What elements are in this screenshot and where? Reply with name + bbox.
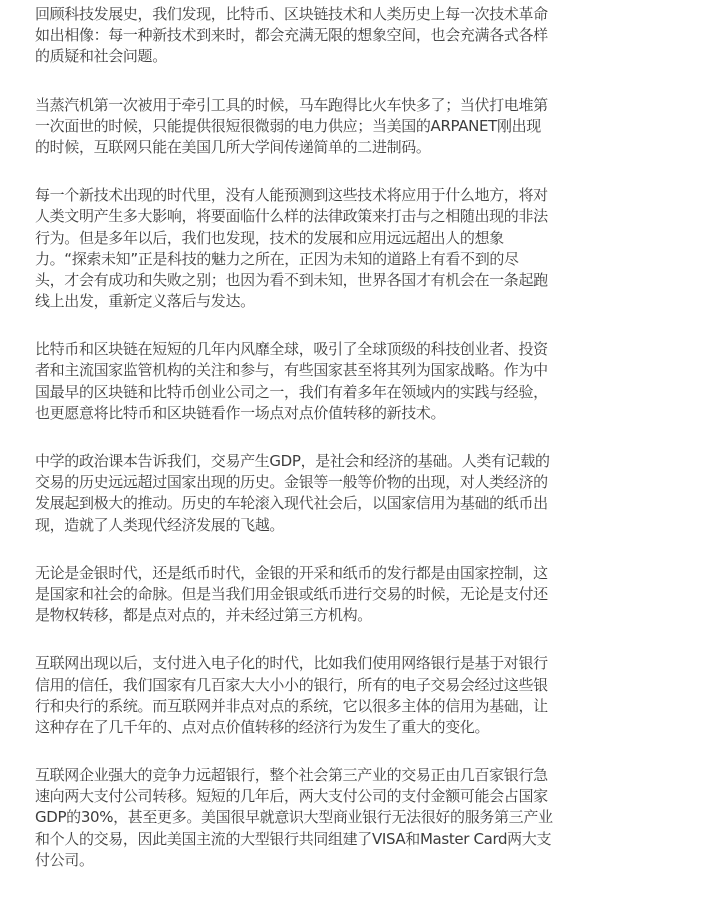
- text-line: 信用的信任，我们国家有几百家大大小小的银行，所有的电子交易会经过这些银: [35, 675, 548, 694]
- text-line: 线上出发，重新定义落后与发达。: [35, 292, 255, 311]
- text-line: 的时候，互联网只能在美国几所大学间传递简单的二进制码。: [35, 137, 431, 156]
- text-line: 行和央行的系统。而互联网并非点对点的系统，它以很多主体的信用为基础，让: [35, 696, 548, 715]
- text-line: 付公司。: [35, 850, 94, 869]
- paragraph: [35, 185, 725, 312]
- text-line: 互联网出现以后，支付进入电子化的时代，比如我们使用网络银行是基于对银行: [35, 654, 548, 673]
- text-line: 头，才会有成功和失败之别；也因为看不到未知，世界各国才有机会在一条起跑: [35, 270, 548, 289]
- text-line: 者和主流国家监管机构的关注和参与，有些国家甚至将其列为国家战略。作为中: [35, 361, 548, 380]
- text-line: 回顾科技发展史，我们发现，比特币、区块链技术和人类历史上每一次技术革命: [35, 5, 548, 23]
- text-line: 每一个新技术出现的时代里，没有人能预测到这些技术将应用于什么地方，将对: [35, 186, 548, 205]
- article-body: [0, 4, 725, 898]
- text-line: 比特币和区块链在短短的几年内风靡全球，吸引了全球顶级的科技创业者、投资: [35, 340, 548, 359]
- paragraph: [35, 339, 725, 424]
- text-line: GDP的30%，甚至更多。美国很早就意识大型商业银行无法很好的服务第三产业: [35, 808, 553, 827]
- paragraph: [35, 4, 725, 68]
- text-line: 也更愿意将比特币和区块链看作一场点对点价值转移的新技术。: [35, 403, 446, 422]
- text-line: 和个人的交易，因此美国主流的大型银行共同组建了VISA和Master Card两大支: [35, 829, 552, 848]
- text-line: 这种存在了几千年的、点对点价值转移的经济行为发生了重大的变化。: [35, 717, 490, 736]
- text-line: 现，造就了人类现代经济发展的飞越。: [35, 515, 285, 534]
- text-line: 无论是金银时代，还是纸币时代，金银的开采和纸币的发行都是由国家控制，这: [35, 563, 548, 582]
- text-line: 互联网企业强大的竞争力远超银行，整个社会第三产业的交易正由几百家银行急: [35, 766, 548, 785]
- text-line: 如出相像：每一种新技术到来时，都会充满无限的想象空间，也会充满各式各样: [35, 26, 548, 45]
- text-line: 当蒸汽机第一次被用于牵引工具的时候，马车跑得比火车快多了；当伏打电堆第: [35, 95, 548, 114]
- text-line: 人类文明产生多大影响，将要面临什么样的法律政策来打击与之相随出现的非法: [35, 207, 548, 226]
- text-line: 是国家和社会的命脉。但是当我们用金银或纸币进行交易的时候，无论是支付还: [35, 584, 548, 603]
- paragraph: [35, 653, 725, 738]
- text-line: 发展起到极大的推动。历史的车轮滚入现代社会后，以国家信用为基础的纸币出: [35, 494, 548, 513]
- text-line: 交易的历史远远超过国家出现的历史。金银等一般等价物的出现，对人类经济的: [35, 473, 548, 492]
- text-line: 速向两大支付公司转移。短短的几年后，两大支付公司的支付金额可能会占国家: [35, 787, 548, 806]
- text-line: 中学的政治课本告诉我们，交易产生GDP，是社会和经济的基础。人类有记载的: [35, 452, 550, 470]
- text-line: 行为。但是多年以后，我们也发现，技术的发展和应用远远超出人的想象: [35, 228, 504, 247]
- text-line: 国最早的区块链和比特币创业公司之一，我们有着多年在领域内的实践与经验，: [35, 382, 548, 401]
- paragraph: [35, 765, 725, 871]
- paragraph: [35, 95, 725, 159]
- text-line: 一次面世的时候，只能提供很短很微弱的电力供应；当美国的ARPANET刚出现: [35, 116, 541, 135]
- text-line: 是物权转移，都是点对点的，并未经过第三方机构。: [35, 606, 372, 625]
- paragraph: [35, 563, 725, 627]
- text-line: 力。“探索未知”正是科技的魅力之所在，正因为未知的道路上有看不到的尽: [35, 249, 519, 268]
- text-line: 的质疑和社会问题。: [35, 47, 167, 66]
- paragraph: [35, 451, 725, 536]
